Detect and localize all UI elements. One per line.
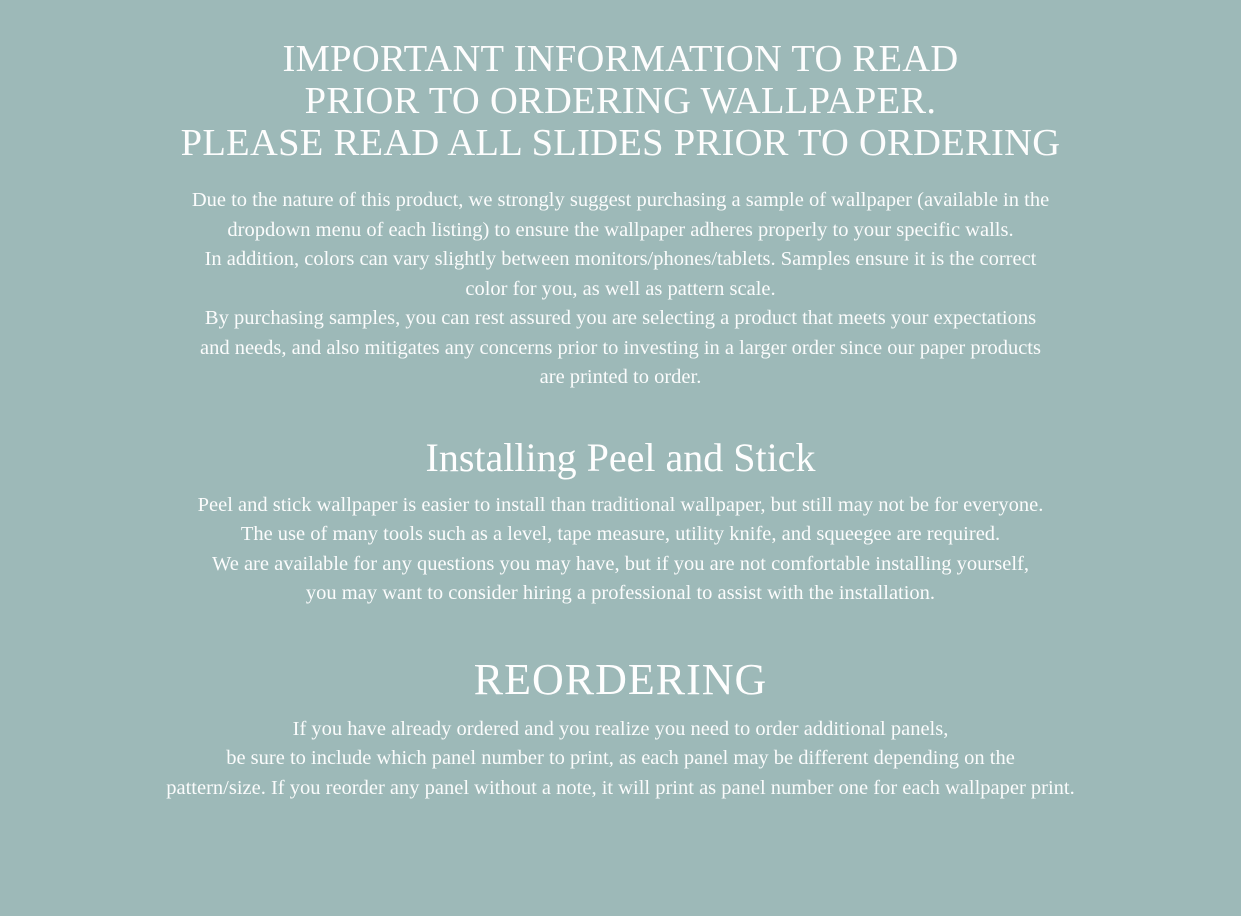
reorder-line-1: If you have already ordered and you realize you need to order additional panels, — [292, 717, 949, 740]
peel-line-1: Peel and stick wallpaper is easier to install than traditional wallpaper, but still may not be for everyone. — [197, 493, 1044, 516]
reorder-line-2: be sure to include which panel number to print, as each panel may be different depending on the — [226, 747, 1015, 769]
page-title — [40, 38, 1201, 164]
intro-paragraph — [40, 186, 1201, 393]
intro-line-1: Due to the nature of this product, we strongly suggest purchasing a sample of wallpaper (available in the — [191, 189, 1050, 211]
intro-line-5: By purchasing samples, you can rest assured you are selecting a product that meets your expectations — [204, 307, 1037, 329]
page-title-line-3: PLEASE READ ALL SLIDES PRIOR TO ORDERING — [180, 122, 1061, 164]
intro-line-7: are printed to order. — [539, 366, 702, 388]
reorder-line-3: pattern/size. If you reorder any panel without a note, it will print as panel number one for each wallpaper print. — [166, 776, 1075, 799]
intro-line-3: In addition, colors can vary slightly between monitors/phones/tablets. Samples ensure it is the correct — [204, 248, 1037, 270]
peel-and-stick-paragraph — [40, 491, 1201, 609]
peel-and-stick-heading: Installing Peel and Stick — [425, 434, 816, 480]
peel-line-3: We are available for any questions you may have, but if you are not comfortable installing yourself, — [212, 552, 1029, 575]
page-title-line-2: PRIOR TO ORDERING WALLPAPER. — [304, 80, 937, 122]
page-title-line-1: IMPORTANT INFORMATION TO READ — [282, 38, 959, 80]
reordering-paragraph — [40, 715, 1201, 804]
intro-line-6: and needs, and also mitigates any concerns prior to investing in a larger order since our paper products — [199, 336, 1041, 359]
peel-line-4: you may want to consider hiring a professional to assist with the installation. — [305, 582, 936, 604]
intro-line-4: color for you, as well as pattern scale. — [465, 277, 776, 300]
reordering-heading: REORDERING — [473, 654, 768, 704]
intro-line-2: dropdown menu of each listing) to ensure the wallpaper adheres properly to your specific walls. — [227, 218, 1014, 241]
peel-line-2: The use of many tools such as a level, tape measure, utility knife, and squeegee are required. — [240, 523, 1001, 545]
